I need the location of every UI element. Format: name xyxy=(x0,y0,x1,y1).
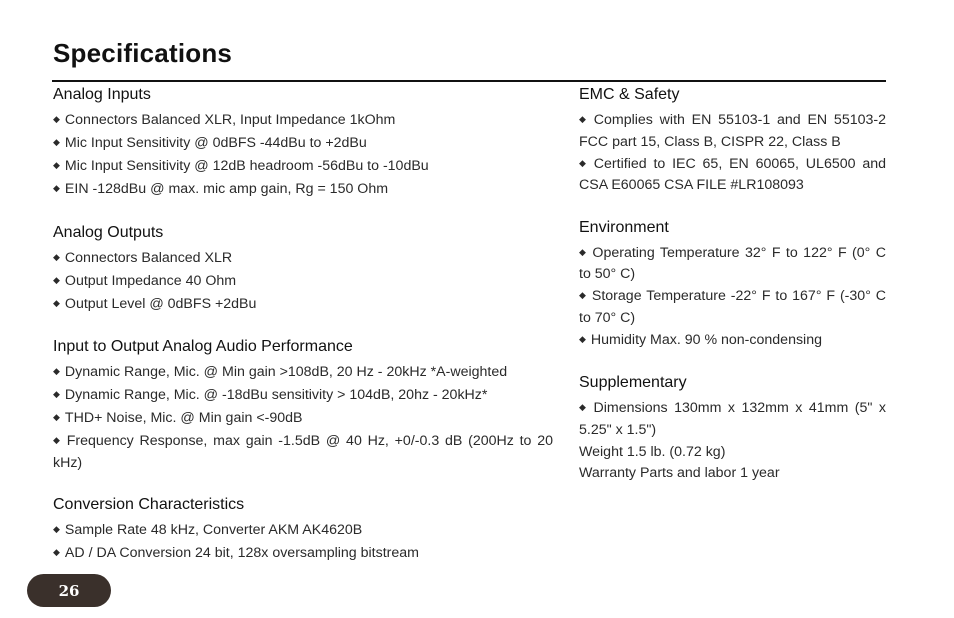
spec-item xyxy=(53,362,553,384)
diamond-bullet-icon: ◆ xyxy=(579,402,589,412)
spec-text: Storage Temperature -22° F to 167° F (-30° C to 70° C) xyxy=(579,288,887,326)
spec-text: EIN -128dBu @ max. mic amp gain, Rg = 150 Ohm xyxy=(64,181,389,197)
spec-item xyxy=(53,110,553,132)
spec-text: Frequency Response, max gain -1.5dB @ 40 Hz, +0/-0.3 dB (200Hz to 20 kHz) xyxy=(53,433,553,471)
section-heading: Analog Inputs xyxy=(53,86,151,103)
section-heading: EMC & Safety xyxy=(579,86,680,103)
section-heading: Conversion Characteristics xyxy=(53,496,245,513)
spec-text: Humidity Max. 90 % non-condensing xyxy=(590,331,822,348)
spec-text: Dynamic Range, Mic. @ Min gain >108dB, 20 Hz - 20kHz *A-weighted xyxy=(64,364,508,380)
spec-item xyxy=(53,133,553,155)
spec-item xyxy=(53,543,553,565)
diamond-bullet-icon: ◆ xyxy=(53,547,60,557)
spec-text: Sample Rate 48 kHz, Converter AKM AK4620B xyxy=(64,522,363,538)
spec-text: Complies with EN 55103-1 and EN 55103-2 FCC part 15, Class B, CISPR 22, Class B xyxy=(579,112,886,150)
spec-item xyxy=(53,408,553,430)
spec-text: Certified to IEC 65, EN 60065, UL6500 and CSA E60065 CSA FILE #LR108093 xyxy=(579,155,886,193)
page-title: Specifications xyxy=(53,38,233,68)
section-heading: Environment xyxy=(579,218,669,236)
diamond-bullet-icon: ◆ xyxy=(53,297,60,308)
spec-item xyxy=(53,156,553,178)
diamond-bullet-icon: ◆ xyxy=(53,435,62,445)
diamond-bullet-icon: ◆ xyxy=(53,183,60,193)
spec-item xyxy=(53,179,553,201)
spec-text: Mic Input Sensitivity @ 0dBFS -44dBu to +2dBu xyxy=(64,135,367,151)
spec-item xyxy=(579,110,886,152)
section-emc-safety xyxy=(579,84,886,196)
diamond-bullet-icon: ◆ xyxy=(579,114,589,124)
diamond-bullet-icon: ◆ xyxy=(53,137,60,147)
spec-item xyxy=(53,248,553,270)
spec-item xyxy=(53,294,553,316)
page-number-badge xyxy=(27,574,111,607)
section-heading: Analog Outputs xyxy=(53,223,164,241)
left-column xyxy=(53,84,553,586)
diamond-bullet-icon: ◆ xyxy=(53,274,60,285)
section-analog-outputs xyxy=(53,222,553,316)
section-analog-inputs xyxy=(53,84,553,201)
section-heading: Supplementary xyxy=(579,374,687,391)
spec-text: Connectors Balanced XLR, Input Impedance 1kOhm xyxy=(64,112,396,128)
warranty-line: Warranty Parts and labor 1 year xyxy=(579,465,780,481)
spec-text: Dynamic Range, Mic. @ -18dBu sensitivity > 104dB, 20hz - 20kHz* xyxy=(64,387,488,403)
diamond-bullet-icon: ◆ xyxy=(53,412,60,422)
spec-text: Output Impedance 40 Ohm xyxy=(64,272,237,289)
title-divider xyxy=(52,80,886,82)
diamond-bullet-icon: ◆ xyxy=(579,246,588,257)
spec-text: THD+ Noise, Mic. @ Min gain <-90dB xyxy=(64,410,303,426)
diamond-bullet-icon: ◆ xyxy=(53,251,60,262)
diamond-bullet-icon: ◆ xyxy=(579,290,587,300)
spec-item xyxy=(579,243,886,285)
section-io-performance xyxy=(53,336,553,473)
diamond-bullet-icon: ◆ xyxy=(579,157,589,168)
section-environment xyxy=(579,217,886,352)
spec-item xyxy=(53,520,553,542)
spec-text: Output Level @ 0dBFS +2dBu xyxy=(64,295,257,312)
spec-item xyxy=(53,431,553,473)
weight-line: Weight 1.5 lb. (0.72 kg) xyxy=(579,443,726,460)
spec-item xyxy=(53,385,553,407)
spec-text: Connectors Balanced XLR xyxy=(64,249,233,266)
spec-item xyxy=(579,286,886,328)
spec-text: AD / DA Conversion 24 bit, 128x oversampling bitstream xyxy=(64,545,419,561)
spec-text: Mic Input Sensitivity @ 12dB headroom -56dBu to -10dBu xyxy=(64,158,429,174)
diamond-bullet-icon: ◆ xyxy=(53,389,60,399)
diamond-bullet-icon: ◆ xyxy=(53,114,60,124)
page-number: 26 xyxy=(58,581,80,600)
spec-item xyxy=(579,154,886,196)
diamond-bullet-icon: ◆ xyxy=(579,333,586,344)
spec-text: Operating Temperature 32° F to 122° F (0° C to 50° C) xyxy=(579,244,886,282)
diamond-bullet-icon: ◆ xyxy=(53,524,60,534)
section-heading: Input to Output Analog Audio Performance xyxy=(53,338,353,355)
diamond-bullet-icon: ◆ xyxy=(53,366,60,376)
section-conversion xyxy=(53,494,553,565)
section-supplementary xyxy=(579,372,886,485)
diamond-bullet-icon: ◆ xyxy=(53,160,60,170)
spec-item xyxy=(579,398,886,440)
spec-item xyxy=(53,271,553,293)
spec-text: Dimensions 130mm x 132mm x 41mm (5" x 5.25" x 1.5") xyxy=(579,400,887,438)
spec-item xyxy=(579,330,886,352)
right-column xyxy=(579,84,886,506)
